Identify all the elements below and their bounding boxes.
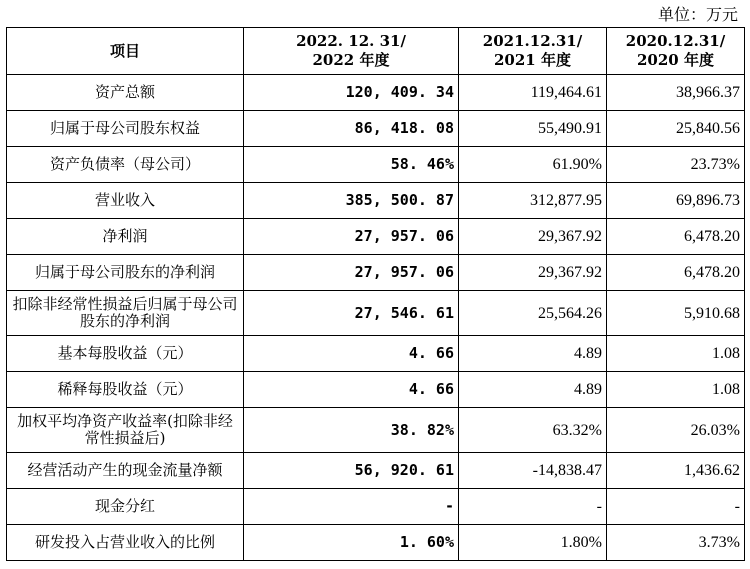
value-2021: 63.32% xyxy=(459,408,607,453)
value-2022: - xyxy=(244,489,459,525)
value-2021: - xyxy=(459,489,607,525)
value-2022: 27, 546. 61 xyxy=(244,291,459,336)
value-2022: 58. 46% xyxy=(244,147,459,183)
value-2021: 55,490.91 xyxy=(459,111,607,147)
table-row xyxy=(7,75,745,111)
table-row xyxy=(7,525,745,561)
value-2021: 4.89 xyxy=(459,372,607,408)
table-row xyxy=(7,336,745,372)
value-2020: 1.08 xyxy=(607,336,745,372)
header-2021: 2021.12.31/ 2021 年度 xyxy=(459,28,607,75)
value-2020: 23.73% xyxy=(607,147,745,183)
table-row xyxy=(7,111,745,147)
value-2021: -14,838.47 xyxy=(459,453,607,489)
value-2021: 61.90% xyxy=(459,147,607,183)
table-row xyxy=(7,291,745,336)
value-2021: 4.89 xyxy=(459,336,607,372)
row-label: 净利润 xyxy=(7,219,244,255)
value-2020: 6,478.20 xyxy=(607,219,745,255)
row-label: 加权平均净资产收益率(扣除非经常性损益后) xyxy=(7,408,244,453)
value-2020: 26.03% xyxy=(607,408,745,453)
value-2022: 27, 957. 06 xyxy=(244,255,459,291)
value-2020: 6,478.20 xyxy=(607,255,745,291)
table-row xyxy=(7,453,745,489)
value-2020: 3.73% xyxy=(607,525,745,561)
value-2021: 29,367.92 xyxy=(459,255,607,291)
table-row xyxy=(7,255,745,291)
value-2021: 25,564.26 xyxy=(459,291,607,336)
value-2022: 120, 409. 34 xyxy=(244,75,459,111)
value-2020: - xyxy=(607,489,745,525)
value-2020: 5,910.68 xyxy=(607,291,745,336)
value-2022: 4. 66 xyxy=(244,372,459,408)
value-2022: 86, 418. 08 xyxy=(244,111,459,147)
financial-table xyxy=(6,27,745,561)
value-2022: 1. 60% xyxy=(244,525,459,561)
value-2021: 1.80% xyxy=(459,525,607,561)
row-label: 稀释每股收益（元） xyxy=(7,372,244,408)
value-2020: 1.08 xyxy=(607,372,745,408)
header-item: 项目 xyxy=(7,28,244,75)
header-2022: 2022. 12. 31/ 2022 年度 xyxy=(244,28,459,75)
row-label: 经营活动产生的现金流量净额 xyxy=(7,453,244,489)
table-row xyxy=(7,147,745,183)
value-2022: 27, 957. 06 xyxy=(244,219,459,255)
row-label: 研发投入占营业收入的比例 xyxy=(7,525,244,561)
value-2021: 29,367.92 xyxy=(459,219,607,255)
table-row xyxy=(7,408,745,453)
table-row xyxy=(7,183,745,219)
value-2022: 56, 920. 61 xyxy=(244,453,459,489)
value-2020: 69,896.73 xyxy=(607,183,745,219)
header-row xyxy=(7,28,745,75)
table-row xyxy=(7,489,745,525)
unit-label: 单位：万元 xyxy=(657,5,738,24)
value-2022: 38. 82% xyxy=(244,408,459,453)
row-label: 扣除非经常性损益后归属于母公司股东的净利润 xyxy=(7,291,244,336)
row-label: 资产负债率（母公司） xyxy=(7,147,244,183)
value-2022: 4. 66 xyxy=(244,336,459,372)
value-2022: 385, 500. 87 xyxy=(244,183,459,219)
value-2020: 1,436.62 xyxy=(607,453,745,489)
value-2021: 119,464.61 xyxy=(459,75,607,111)
value-2021: 312,877.95 xyxy=(459,183,607,219)
value-2020: 38,966.37 xyxy=(607,75,745,111)
header-2020: 2020.12.31/ 2020 年度 xyxy=(607,28,745,75)
row-label: 现金分红 xyxy=(7,489,244,525)
value-2020: 25,840.56 xyxy=(607,111,745,147)
row-label: 归属于母公司股东权益 xyxy=(7,111,244,147)
row-label: 营业收入 xyxy=(7,183,244,219)
table-row xyxy=(7,372,745,408)
row-label: 归属于母公司股东的净利润 xyxy=(7,255,244,291)
row-label: 基本每股收益（元） xyxy=(7,336,244,372)
row-label: 资产总额 xyxy=(7,75,244,111)
table-row xyxy=(7,219,745,255)
